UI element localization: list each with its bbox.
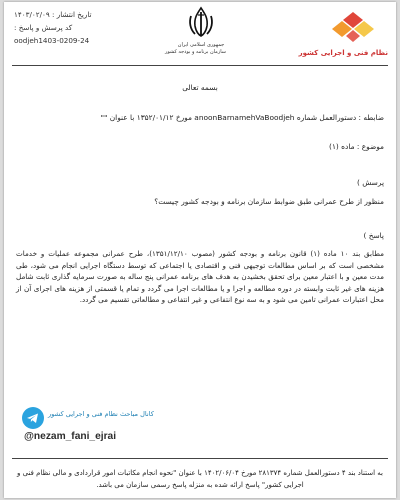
logo-caption: نظام فنی و اجرایی کشور	[298, 49, 388, 57]
iran-emblem	[164, 6, 226, 58]
bismillah: بسمه تعالی	[182, 83, 218, 92]
org-line-1: جمهوری اسلامی ایران	[177, 42, 225, 48]
subject-line: موضوع : ماده (۱)	[329, 142, 384, 151]
header-meta	[14, 8, 134, 47]
document-page	[4, 2, 396, 498]
nezam-fani-logo	[298, 10, 388, 57]
question-label: پرسش )	[357, 178, 384, 187]
publish-date: تاریخ انتشار : ۱۴۰۳/۰۲/۰۹	[14, 10, 92, 19]
header-divider	[12, 65, 388, 66]
telegram-icon	[22, 407, 44, 429]
footer-note: به استناد بند ۴ دستورالعمل شماره ۲۸۱۳۷۴ مورخ ۱۴۰۲/۰۶/۰۴ با عنوان "نحوه انجام مکاتبات امور قراردادی و مالی نظام فنی و اجرایی کشور" پاسخ ارائه شده به منزله پاسخ رسمی سازمان می باشد.	[16, 469, 384, 489]
telegram-handle[interactable]: @nezam_fani_ejrai	[24, 431, 117, 442]
regulation-line: ضابطه : دستورالعمل شماره anoonBarnamehVaBoodjeh مورخ ۱۳۵۲/۰۱/۱۲ با عنوان ""	[100, 113, 384, 122]
iran-emblem-icon	[186, 6, 216, 38]
answer-label: پاسخ )	[363, 231, 384, 240]
telegram-channel-name: کانال مباحث نظام فنی و اجرایی کشور	[48, 410, 154, 418]
org-line-2: سازمان برنامه و بودجه کشور	[164, 48, 226, 55]
footer-divider	[12, 458, 388, 459]
question-text: منظور از طرح عمرانی طبق ضوابط سازمان برنامه و بودجه کشور چیست؟	[154, 197, 384, 206]
nezam-fani-logo-icon	[330, 10, 376, 44]
code-label: کد پرسش و پاسخ :	[14, 23, 73, 32]
code-value: oodjeh1403-0209-24	[14, 36, 90, 45]
answer-text: مطابق بند ۱۰ ماده (۱) قانون برنامه و بودجه کشور (مصوب ۱۳۵۱/۱۲/۱۰)، طرح عمرانی مجموعه عملیات و خدمات مشخصی است که بر اساس مطالعات توجیهی فنی و اقتصادی یا اجتماعی که توسط دستگاه اجرایی انجام می شود، طی مدت معین و با اعتبار معین برای تحقق بخشیدن به هدف های برنامه عمرانی پنج ساله به صورت سرمایه گذاری ثابت شامل هزینه های غیر ثابت وابسته در دوره مطالعه و اجرا و یا مطالعات اجرا می گردد و تمام یا قسمتی از هزینه های اجرای آن از محل اعتبارات عمرانی تامین می شود و به سه نوع انتفاعی و غیر انتفاعی و مطالعاتی تقسیم می گردد.	[16, 249, 384, 305]
